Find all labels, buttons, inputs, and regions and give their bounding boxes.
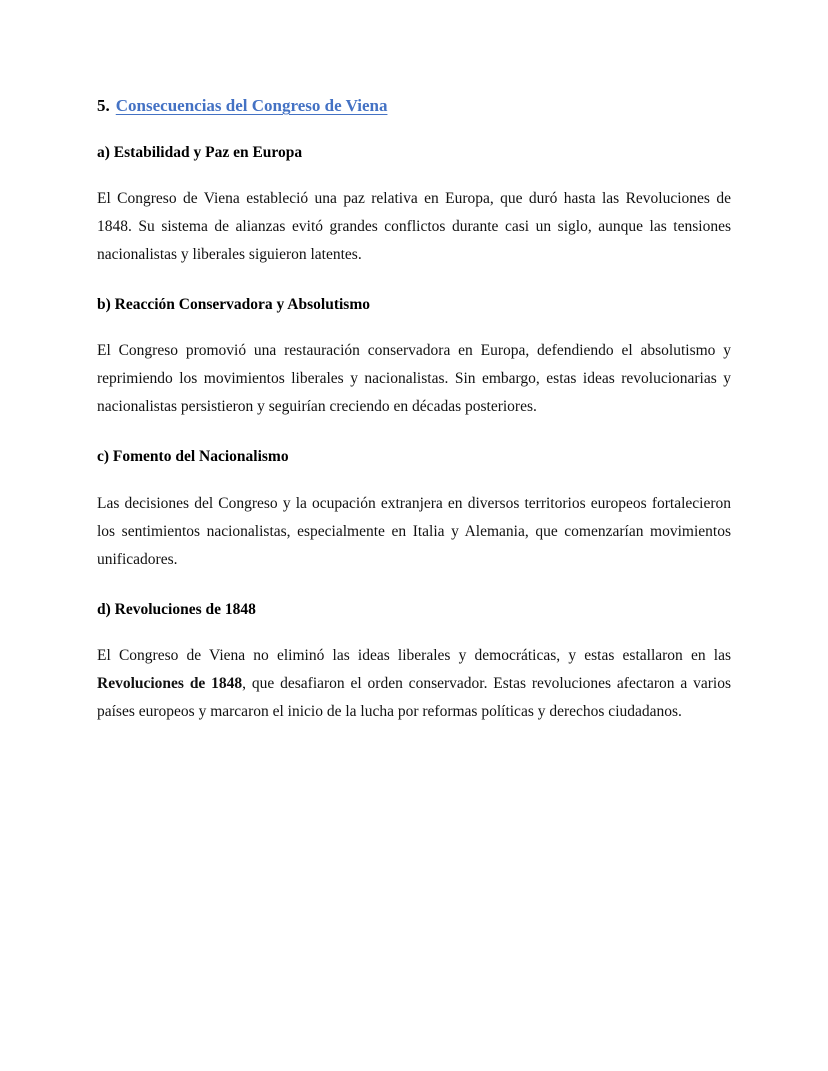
section-revoluciones	[97, 600, 731, 726]
section-body: El Congreso promovió una restauración conservadora en Europa, defendiendo el absolutismo y reprimiendo los movimientos liberales y nacionalistas. Sin embargo, estas ideas revolucionarias y nacionalistas persistieron y seguirían creciendo en décadas posteriores.	[97, 342, 731, 416]
page-title	[97, 95, 731, 117]
section-nacionalismo	[97, 447, 731, 573]
section-body: El Congreso de Viena estableció una paz relativa en Europa, que duró hasta las Revoluciones de 1848. Su sistema de alianzas evitó grandes conflictos durante casi un siglo, aunque las tensiones nacionalistas y liberales siguieron latentes.	[97, 190, 731, 264]
section-subtitle: c) Fomento del Nacionalismo	[97, 448, 289, 466]
section-subtitle: d) Revoluciones de 1848	[97, 600, 256, 618]
section-subtitle: a) Estabilidad y Paz en Europa	[97, 144, 303, 162]
section-body	[97, 642, 731, 726]
heading-title: Consecuencias del Congreso de Viena	[115, 96, 388, 115]
section-reaccion	[97, 295, 731, 421]
section-body: Las decisiones del Congreso y la ocupación extranjera en diversos territorios europeos fortalecieron los sentimientos nacionalistas, especialmente en Italia y Alemania, que comenzarían movimientos unificadores.	[97, 494, 731, 568]
body-text-post: , que desafiaron el orden conservador. Estas revoluciones afectaron a varios países europeos y marcaron el inicio de la lucha por reformas políticas y derechos ciudadanos.	[97, 674, 732, 720]
section-subtitle: b) Reacción Conservadora y Absolutismo	[97, 296, 370, 314]
section-estabilidad	[97, 143, 731, 269]
heading-number: 5.	[97, 96, 110, 115]
body-text-pre: El Congreso de Viena no eliminó las ideas liberales y democráticas, y estas estallaron en las	[97, 646, 731, 664]
body-text-bold: Revoluciones de 1848	[97, 674, 243, 692]
